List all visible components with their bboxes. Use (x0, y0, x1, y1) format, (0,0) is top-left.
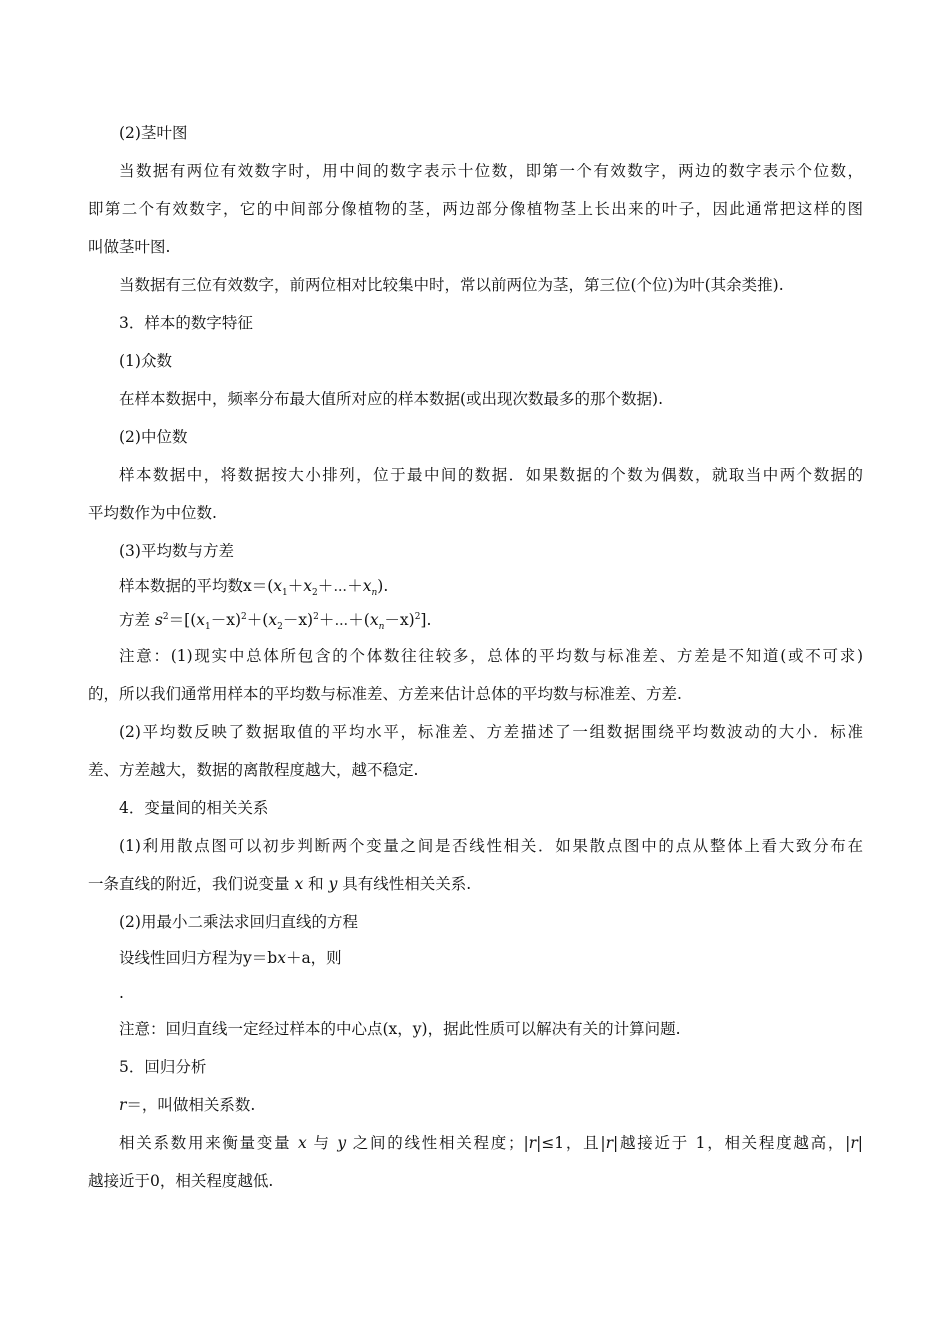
section-heading-4: 4．变量间的相关关系 (119, 799, 269, 817)
paragraph-line: 叫做茎叶图. (88, 238, 171, 256)
section-heading-3: 3．样本的数字特征 (119, 314, 253, 332)
paragraph-line: 的，所以我们通常用样本的平均数与标准差、方差来估计总体的平均数与标准差、方差. (88, 685, 682, 703)
paragraph-line: 样本数据中，将数据按大小排列，位于最中间的数据．如果数据的个数为偶数，就取当中两个数据的 (119, 466, 863, 484)
heading-mode: (1)众数 (119, 352, 172, 370)
heading-least-squares: (2)用最小二乘法求回归直线的方程 (119, 913, 358, 931)
abs-r-line: 相关系数用来衡量变量 x 与 y 之间的线性相关程度；|r|≤1，且|r|越接近于 1，相关程度越高，|r| (119, 1134, 863, 1152)
correlation-line: 一条直线的附近，我们说变量 x 和 y 具有线性相关关系. (88, 875, 472, 893)
paragraph-line: 平均数作为中位数. (88, 504, 217, 522)
paragraph-line: (1)利用散点图可以初步判断两个变量之间是否线性相关．如果散点图中的点从整体上看大致分布在 (119, 837, 863, 855)
paragraph-line: 越接近于0，相关程度越低. (88, 1172, 274, 1190)
heading-median: (2)中位数 (119, 428, 188, 446)
paragraph-line: 差、方差越大，数据的离散程度越大，越不稳定. (88, 761, 419, 779)
note-line: 注意：回归直线一定经过样本的中心点(x，y)，据此性质可以解决有关的计算问题. (119, 1020, 681, 1038)
paragraph-line: 即第二个有效数字，它的中间部分像植物的茎，两边部分像植物茎上长出来的叶子，因此通常把这样的图 (88, 200, 863, 218)
section-heading-5: 5．回归分析 (119, 1058, 207, 1076)
variance-formula: 方差 $s^2=[(x_1-x)^2+(x_2-x)^2+\cdots+(x_n-x)^2]$. (119, 611, 432, 633)
regression-formula: 设线性回归方程为y＝bx＋a，则 (119, 949, 342, 967)
paragraph-line: 当数据有两位有效数字时，用中间的数字表示十位数，即第一个有效数字，两边的数字表示个位数， (119, 162, 863, 180)
paragraph-line: 在样本数据中，频率分布最大值所对应的样本数据(或出现次数最多的那个数据). (119, 390, 664, 408)
dot-line: . (119, 984, 124, 1002)
note-line: 注意：(1)现实中总体所包含的个体数往往较多，总体的平均数与标准差、方差是不知道(或不可求) (119, 647, 863, 665)
mean-formula: 样本数据的平均数$x=(x_1+x_2+\cdots+x_n)$. (119, 577, 389, 599)
heading-mean-variance: (3)平均数与方差 (119, 542, 234, 560)
paragraph-line: 当数据有三位有效数字，前两位相对比较集中时，常以前两位为茎，第三位(个位)为叶(其余类推). (119, 276, 784, 294)
correlation-coefficient-line: r＝，叫做相关系数. (119, 1096, 256, 1114)
note-line: (2)平均数反映了数据取值的平均水平，标准差、方差描述了一组数据围绕平均数波动的大小．标准 (119, 723, 863, 741)
heading-stem-leaf: (2)茎叶图 (119, 124, 188, 142)
